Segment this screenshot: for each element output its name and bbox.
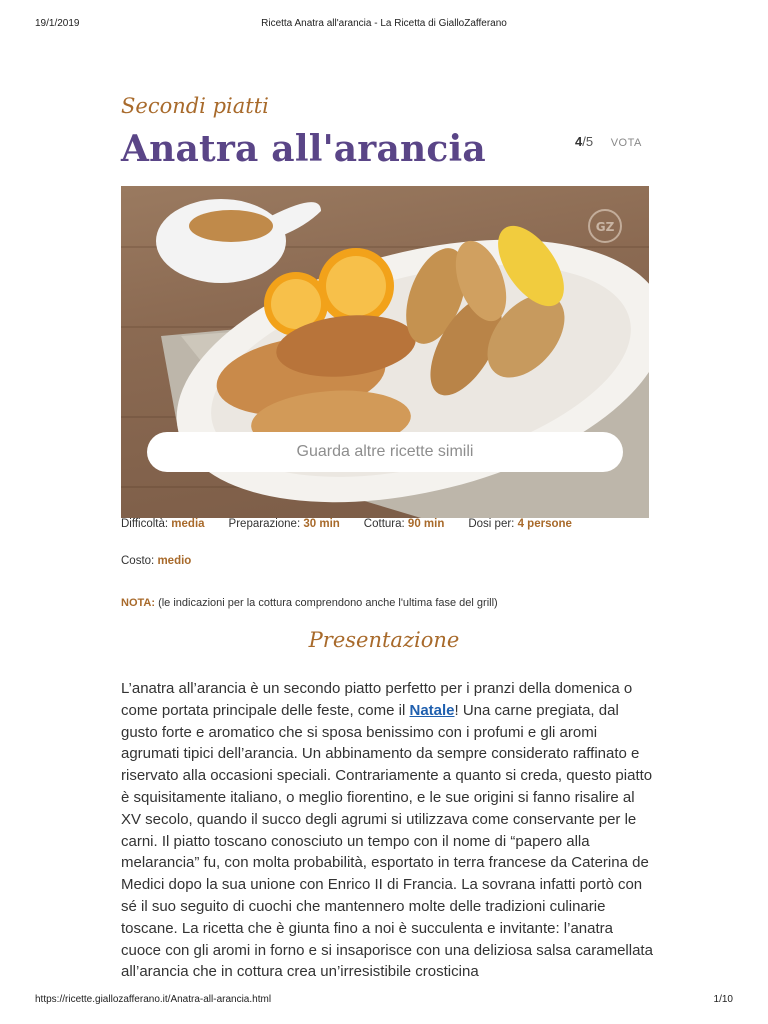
natale-link[interactable]: Natale xyxy=(409,701,455,719)
presentation-paragraph xyxy=(121,678,655,983)
difficulty-value: media xyxy=(171,518,205,530)
difficulty-label: Difficoltà: xyxy=(121,518,169,530)
dose-label: Dosi per: xyxy=(468,518,515,530)
print-date: 19/1/2019 xyxy=(35,18,80,29)
prep-label: Preparazione: xyxy=(228,518,301,530)
presentation-text xyxy=(121,678,655,983)
prep-value: 30 min xyxy=(303,518,340,530)
cost-label: Costo: xyxy=(121,555,155,567)
recipe-hero-image xyxy=(121,186,649,518)
cook-time xyxy=(364,518,445,530)
difficulty xyxy=(121,518,205,530)
cook-label: Cottura: xyxy=(363,518,405,530)
print-page-number: 1/10 xyxy=(713,994,733,1005)
cooking-note xyxy=(121,597,498,609)
watermark-text: GZ xyxy=(595,220,615,234)
note-label: NOTA: xyxy=(121,597,156,609)
recipe-meta xyxy=(121,518,596,530)
similar-recipes-button[interactable]: Guarda altre ricette simili xyxy=(147,432,623,472)
prep-time xyxy=(229,518,340,530)
cost xyxy=(121,555,191,567)
note-text: (le indicazioni per la cottura comprendono anche l'ultima fase del grill) xyxy=(158,597,498,609)
orange-slice-flesh xyxy=(326,256,386,316)
paragraph-text-end: ! Una carne pregiata, dal gusto forte e aromatico che si sposa benissimo con i profumi e gli aromi agrumati tipici dell’arancia. Un abbinamento da sempre considerato raffinato e riservato alla occasioni speciali. Contrariamente a quanto si creda, questo piatto è squisitamente italiano, o meglio fiorentino, e le sue origini si fanno risalire al XV secolo, quando il succo degli agrumi si utilizzava come conservante per le carni. Il piatto toscano conosciuto un tempo con il nome di “papero alla melarancia” fu, con molta probabilità, esportato in terra francese da Caterina de Medici dopo la sua unione con Enrico II di Francia. La sovrana infatti portò con sé il suo seguito di cuochi che mantennero molte delle tradizioni culinarie toscane. La ricetta che è giunta fino a noi è succulenta e invitante: l’anatra cuoce con gli aromi in forno e si insaporisce con una deliziosa salsa caramellata all’arancia che in cottura crea un’irresistibile crosticina xyxy=(121,701,653,981)
rating-max: /5 xyxy=(582,134,594,149)
recipe-category[interactable]: Secondi piatti xyxy=(121,94,269,118)
servings xyxy=(468,518,572,530)
rating-value: 4 xyxy=(575,134,583,149)
orange-sauce xyxy=(189,210,273,242)
cost-value: medio xyxy=(157,555,192,567)
cook-value: 90 min xyxy=(407,518,445,530)
sauce-boat-spout xyxy=(271,202,321,236)
dose-value: 4 persone xyxy=(517,518,572,530)
paragraph-text-start: L’anatra all’arancia è un secondo piatto perfetto per i pranzi della domenica o come portata principale delle feste, come il xyxy=(121,680,633,719)
recipe-title: Anatra all'arancia xyxy=(121,128,486,170)
print-url: https://ricette.giallozafferano.it/Anatra-all-arancia.html xyxy=(35,994,272,1005)
orange-slice-2-flesh xyxy=(271,279,321,329)
section-title-presentation: Presentazione xyxy=(308,628,460,652)
print-page-title: Ricetta Anatra all'arancia - La Ricetta di GialloZafferano xyxy=(261,18,507,29)
rating[interactable] xyxy=(575,134,642,149)
vote-link[interactable]: VOTA xyxy=(610,137,642,149)
